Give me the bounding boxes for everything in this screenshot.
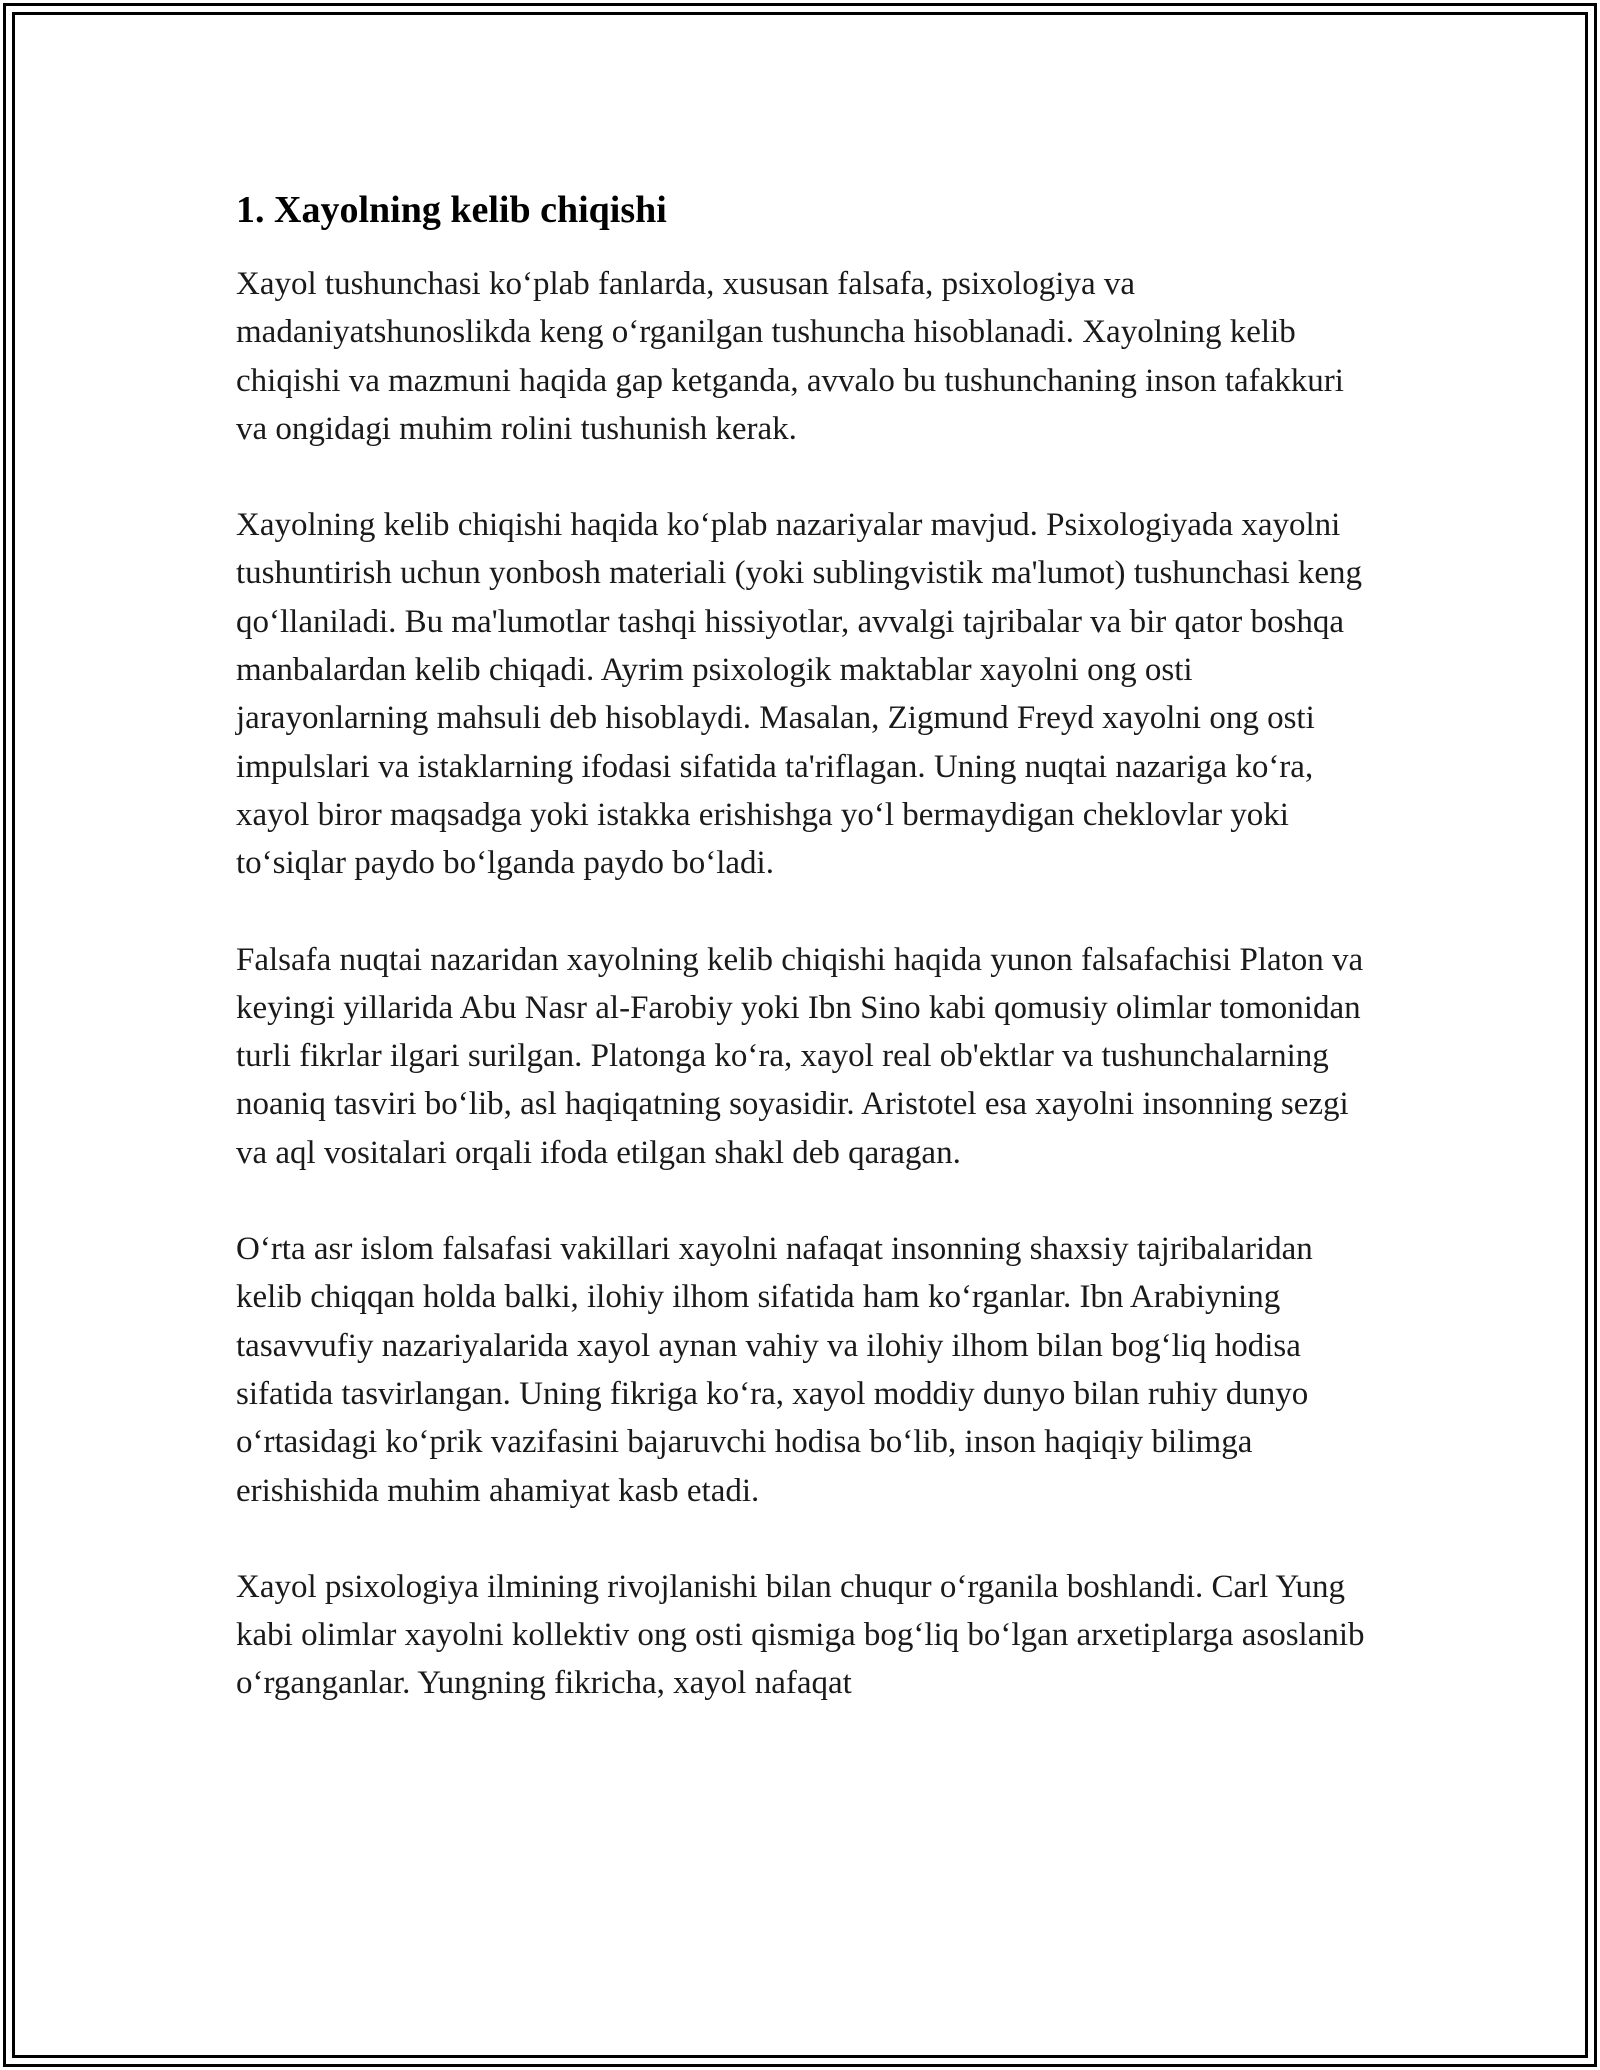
paragraph-5: Xayol psixologiya ilmining rivojlanishi bilan chuqur oʻrganila boshlandi. Carl Yung kabi olimlar xayolni kollektiv ong osti qismiga bogʻliq boʻlgan arxetiplarga asoslanib oʻrganganlar. Yungning fikricha, xayol nafaqat <box>236 1568 1365 1702</box>
paragraph-2: Xayolning kelib chiqishi haqida koʻplab nazariyalar mavjud. Psixologiyada xayolni tushuntirish uchun yonbosh materiali (yoki sublingvistik ma'lumot) tushunchasi keng qoʻllaniladi. Bu ma'lumotlar tashqi hissiyotlar, avvalgi tajribalar va bir qator boshqa manbalardan kelib chiqadi. Ayrim psixologik maktablar xayolni ong osti jarayonlarning mahsuli deb hisoblaydi. Masalan, Zigmund Freyd xayolni ong osti impulslari va istaklarning ifodasi sifatida ta'riflagan. Uning nuqtai nazariga koʻra, xayol biror maqsadga yoki istakka erishishga yoʻl bermaydigan cheklovlar yoki toʻsiqlar paydo boʻlganda paydo boʻladi. <box>236 507 1363 882</box>
paragraph-4: Oʻrta asr islom falsafasi vakillari xayolni nafaqat insonning shaxsiy tajribalaridan kelib chiqqan holda balki, ilohiy ilhom sifatida ham koʻrganlar. Ibn Arabiyning tasavvufiy nazariyalarida xayol aynan vahiy va ilohiy ilhom bilan bogʻliq hodisa sifatida tasvirlangan. Uning fikriga koʻra, xayol moddiy dunyo bilan ruhiy dunyo oʻrtasidagi koʻprik vazifasini bajaruvchi hodisa boʻlib, inson haqiqiy bilimga erishishida muhim ahamiyat kasb etadi. <box>236 1231 1313 1509</box>
section-heading: 1. Xayolning kelib chiqishi <box>236 189 667 231</box>
paragraph-1: Xayol tushunchasi koʻplab fanlarda, xususan falsafa, psixologiya va madaniyatshunoslikda keng oʻrganilgan tushuncha hisoblanadi. Xayolning kelib chiqishi va mazmuni haqida gap ketganda, avvalo bu tushunchaning inson tafakkuri va ongidagi muhim rolini tushunish kerak. <box>236 266 1344 447</box>
paragraph-3: Falsafa nuqtai nazaridan xayolning kelib chiqishi haqida yunon falsafachisi Platon va keyingi yillarida Abu Nasr al-Farobiy yoki Ibn Sino kabi qomusiy olimlar tomonidan turli fikrlar ilgari surilgan. Platonga koʻra, xayol real ob'ektlar va tushunchalarning noaniq tasviri boʻlib, asl haqiqatning soyasidir. Aristotel esa xayolni insonning sezgi va aql vositalari orqali ifoda etilgan shakl deb qaragan. <box>236 941 1364 1171</box>
document-body <box>236 186 1376 1756</box>
